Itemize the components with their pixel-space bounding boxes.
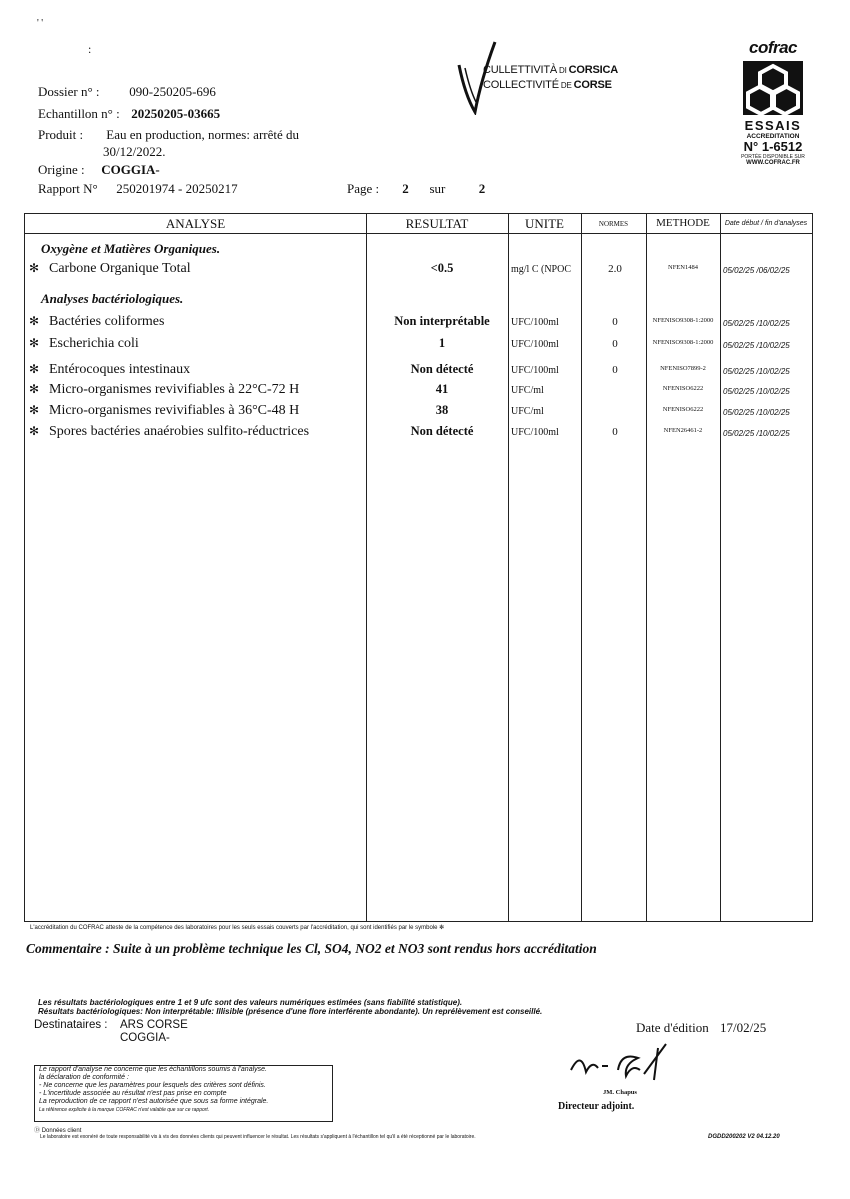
accreditation-note: L'accréditation du COFRAC atteste de la compétence des laboratoires pour les seuls essais couverts par l'accréditation, qui sont identifiés par le symbole ✻ xyxy=(30,925,445,931)
corsica-word-2: DI xyxy=(557,66,569,75)
echantillon-line xyxy=(38,106,220,122)
note-line: Le rapport d'analyse ne concerne que les échantillons soumis à l'analyse. xyxy=(39,1066,267,1073)
rapport-line xyxy=(38,181,238,197)
destinataire-1: ARS CORSE xyxy=(120,1019,188,1031)
footer-code: DGDD200202 V2 04.12.20 xyxy=(708,1134,780,1140)
destinataires-label: Destinataires : xyxy=(34,1019,108,1031)
table-row xyxy=(25,336,812,356)
table-row xyxy=(25,362,812,382)
row-methode: NFENISO9308-1:2000 xyxy=(652,317,714,324)
scan-speck: : xyxy=(88,42,92,56)
row-unite: UFC/ml xyxy=(511,385,544,396)
row-resultat: <0.5 xyxy=(430,261,454,275)
row-methode: NFENISO6222 xyxy=(662,406,704,413)
row-norme: 0 xyxy=(612,316,618,328)
footer-disclaimer: Le laboratoire est exonéré de toute responsabilité vis à vis des données clients qui peuvent influencer le résultat. Les résultats s'appliquent à l'échantillon tel qu'il a été réceptionné par le laboratoire. xyxy=(40,1134,476,1140)
corsica-line-1 xyxy=(483,64,618,76)
donnees-client xyxy=(34,1125,81,1134)
table-row xyxy=(25,261,812,281)
col-header-methode: METHODE xyxy=(656,217,710,229)
echantillon-value: 20250205-03665 xyxy=(131,106,221,121)
accredited-mark-icon: ✻ xyxy=(29,314,40,328)
dossier-line xyxy=(38,84,216,100)
row-date: 05/02/25 /10/02/25 xyxy=(723,367,790,376)
row-date: 05/02/25 /10/02/25 xyxy=(723,319,790,328)
signatory-title: Directeur adjoint. xyxy=(558,1101,635,1112)
cofrac-logo xyxy=(728,38,818,183)
origine-value: COGGIA- xyxy=(101,162,160,177)
table-row xyxy=(25,314,812,334)
col-header-normes: NORMES xyxy=(598,220,629,228)
analyse-name: Carbone Organique Total xyxy=(49,261,191,276)
results-table xyxy=(24,213,813,922)
corsica-word-5: DE xyxy=(558,81,574,90)
analyse-name: Micro-organismes revivifiables à 22°C-72 H xyxy=(49,382,300,397)
bacto-note-1: Les résultats bactériologiques entre 1 et 9 ufc sont des valeurs numériques estimées (sans fiabilité statistique). xyxy=(38,998,463,1007)
donnees-client-label: Données client xyxy=(41,1128,82,1134)
row-unite: mg/l C (NPOC xyxy=(511,264,572,275)
row-date: 05/02/25 /10/02/25 xyxy=(723,429,790,438)
table-row xyxy=(25,403,812,423)
date-edition-value: 17/02/25 xyxy=(720,1020,767,1035)
row-date: 05/02/25 /10/02/25 xyxy=(723,408,790,417)
comment: Commentaire : Suite à un problème technique les Cl, SO4, NO2 et NO3 sont rendus hors accréditation xyxy=(26,941,597,956)
page-label: Page : xyxy=(347,181,380,196)
cofrac-hexagon-icon xyxy=(742,60,804,116)
row-date: 05/02/25 /10/02/25 xyxy=(723,387,790,396)
cofrac-accreditation: ACCREDITATION xyxy=(746,133,800,140)
row-unite: UFC/100ml xyxy=(511,339,559,350)
note-line: - Ne concerne que les paramètres pour lesquels des critères sont définis. xyxy=(39,1082,266,1089)
cofrac-url: WWW.COFRAC.FR xyxy=(746,160,800,166)
origine-line xyxy=(38,162,160,178)
accredited-mark-icon: ✻ xyxy=(29,382,40,396)
row-resultat: Non détecté xyxy=(410,424,474,438)
page-number: 2 xyxy=(402,181,409,196)
produit-label: Produit : xyxy=(38,127,84,142)
corsica-logo xyxy=(457,40,637,115)
note-line: La reproduction de ce rapport n'est autorisée que sous sa forme intégrale. xyxy=(39,1098,269,1105)
note-line: - L'incertitude associée au résultat n'est pas prise en compte xyxy=(39,1090,227,1097)
row-analyse xyxy=(29,261,191,277)
corsica-line-2 xyxy=(483,79,612,91)
row-resultat: 41 xyxy=(435,382,449,396)
row-unite: UFC/100ml xyxy=(511,365,559,376)
col-header-unite: UNITE xyxy=(525,216,564,231)
row-unite: UFC/100ml xyxy=(511,427,559,438)
analyse-name: Escherichia coli xyxy=(49,336,139,351)
produit-value-1: Eau en production, normes: arrêté du xyxy=(106,127,300,142)
rapport-value: 250201974 - 20250217 xyxy=(116,181,238,196)
table-row xyxy=(25,382,812,402)
date-edition-label: Date d'édition xyxy=(636,1020,709,1035)
dossier-label: Dossier n° : xyxy=(38,84,100,99)
rapport-label: Rapport N° xyxy=(38,181,98,196)
row-analyse xyxy=(29,314,164,330)
row-analyse xyxy=(29,403,299,419)
corsica-word-6: CORSE xyxy=(573,79,612,91)
cofrac-portee: PORTÉE DISPONIBLE SUR xyxy=(741,154,805,160)
page-total: 2 xyxy=(478,181,486,196)
row-methode: NFENISO7899-2 xyxy=(660,365,706,372)
row-methode: NFEN26461-2 xyxy=(663,427,703,434)
row-unite: UFC/100ml xyxy=(511,317,559,328)
row-analyse xyxy=(29,362,190,378)
cofrac-essais: ESSAIS xyxy=(744,118,802,133)
table-row xyxy=(25,424,812,444)
row-resultat: Non détecté xyxy=(410,362,474,376)
conformity-note-box xyxy=(34,1065,333,1122)
produit-line-2 xyxy=(103,144,165,160)
note-line: La référence explicite à la marque COFRAC n'est valable que sur ce rapport. xyxy=(39,1107,210,1113)
section-oxygene: Oxygène et Matières Organiques. xyxy=(41,241,221,256)
row-analyse xyxy=(29,336,139,352)
analyse-name: Bactéries coliformes xyxy=(49,314,165,329)
scan-speck: ' ' xyxy=(37,18,44,29)
row-unite: UFC/ml xyxy=(511,406,544,417)
corsica-word-4: COLLECTIVITÉ xyxy=(483,79,559,91)
produit-value-2: 30/12/2022. xyxy=(103,144,166,159)
origine-label: Origine : xyxy=(38,162,85,177)
row-norme: 0 xyxy=(612,364,618,376)
row-analyse xyxy=(29,382,299,398)
analyse-name: Micro-organismes revivifiables à 36°C-48 H xyxy=(49,403,300,418)
note-line: la déclaration de conformité : xyxy=(39,1074,129,1081)
row-resultat: 1 xyxy=(438,336,446,350)
row-analyse xyxy=(29,424,309,440)
col-header-date: Date début / fin d'analyses xyxy=(724,220,808,227)
section-bacterio: Analyses bactériologiques. xyxy=(41,291,184,306)
corsica-word-3: CORSICA xyxy=(568,64,618,76)
destinataire-2: COGGIA- xyxy=(120,1032,170,1044)
donnees-client-icon: Ⓓ xyxy=(34,1128,41,1134)
row-date: 05/02/25 /06/02/25 xyxy=(723,266,790,275)
signatory-name: JM. Chapus xyxy=(603,1089,637,1096)
signature-icon xyxy=(566,1040,686,1082)
page-indicator xyxy=(347,181,485,197)
accredited-mark-icon: ✻ xyxy=(29,336,40,350)
produit-line xyxy=(38,127,299,143)
cofrac-name: cofrac xyxy=(748,38,798,57)
analyse-name: Entérocoques intestinaux xyxy=(49,362,191,377)
accredited-mark-icon: ✻ xyxy=(29,403,40,417)
row-norme: 0 xyxy=(612,338,618,350)
col-header-analyse: ANALYSE xyxy=(165,216,226,231)
header-rule xyxy=(25,233,812,234)
col-header-resultat: RESULTAT xyxy=(405,216,469,231)
row-methode: NFEN1484 xyxy=(668,264,698,271)
analyse-name: Spores bactéries anaérobies sulfito-réductrices xyxy=(49,424,310,439)
row-norme: 0 xyxy=(612,426,618,438)
cofrac-number: N° 1-6512 xyxy=(743,139,803,154)
row-resultat: 38 xyxy=(435,403,449,417)
accredited-mark-icon: ✻ xyxy=(29,362,40,376)
bacto-note-2: Résultats bactériologiques: Non interprétable: Illisible (présence d'une flore interférente abondante). Un reprélèvement est conseillé. xyxy=(38,1007,543,1016)
echantillon-label: Echantillon n° : xyxy=(38,106,120,121)
corsica-emblem-icon xyxy=(457,40,497,115)
accredited-mark-icon: ✻ xyxy=(29,261,40,275)
page-sur: sur xyxy=(429,181,446,196)
accredited-mark-icon: ✻ xyxy=(29,424,40,438)
row-methode: NFENISO6222 xyxy=(662,385,704,392)
row-date: 05/02/25 /10/02/25 xyxy=(723,341,790,350)
row-resultat: Non interprétable xyxy=(394,314,490,328)
row-methode: NFENISO9308-1:2000 xyxy=(652,339,714,346)
corsica-word-1: CULLETTIVITÀ xyxy=(483,64,558,76)
date-edition xyxy=(636,1020,766,1036)
row-norme: 2.0 xyxy=(608,263,622,275)
dossier-value: 090-250205-696 xyxy=(129,84,216,99)
